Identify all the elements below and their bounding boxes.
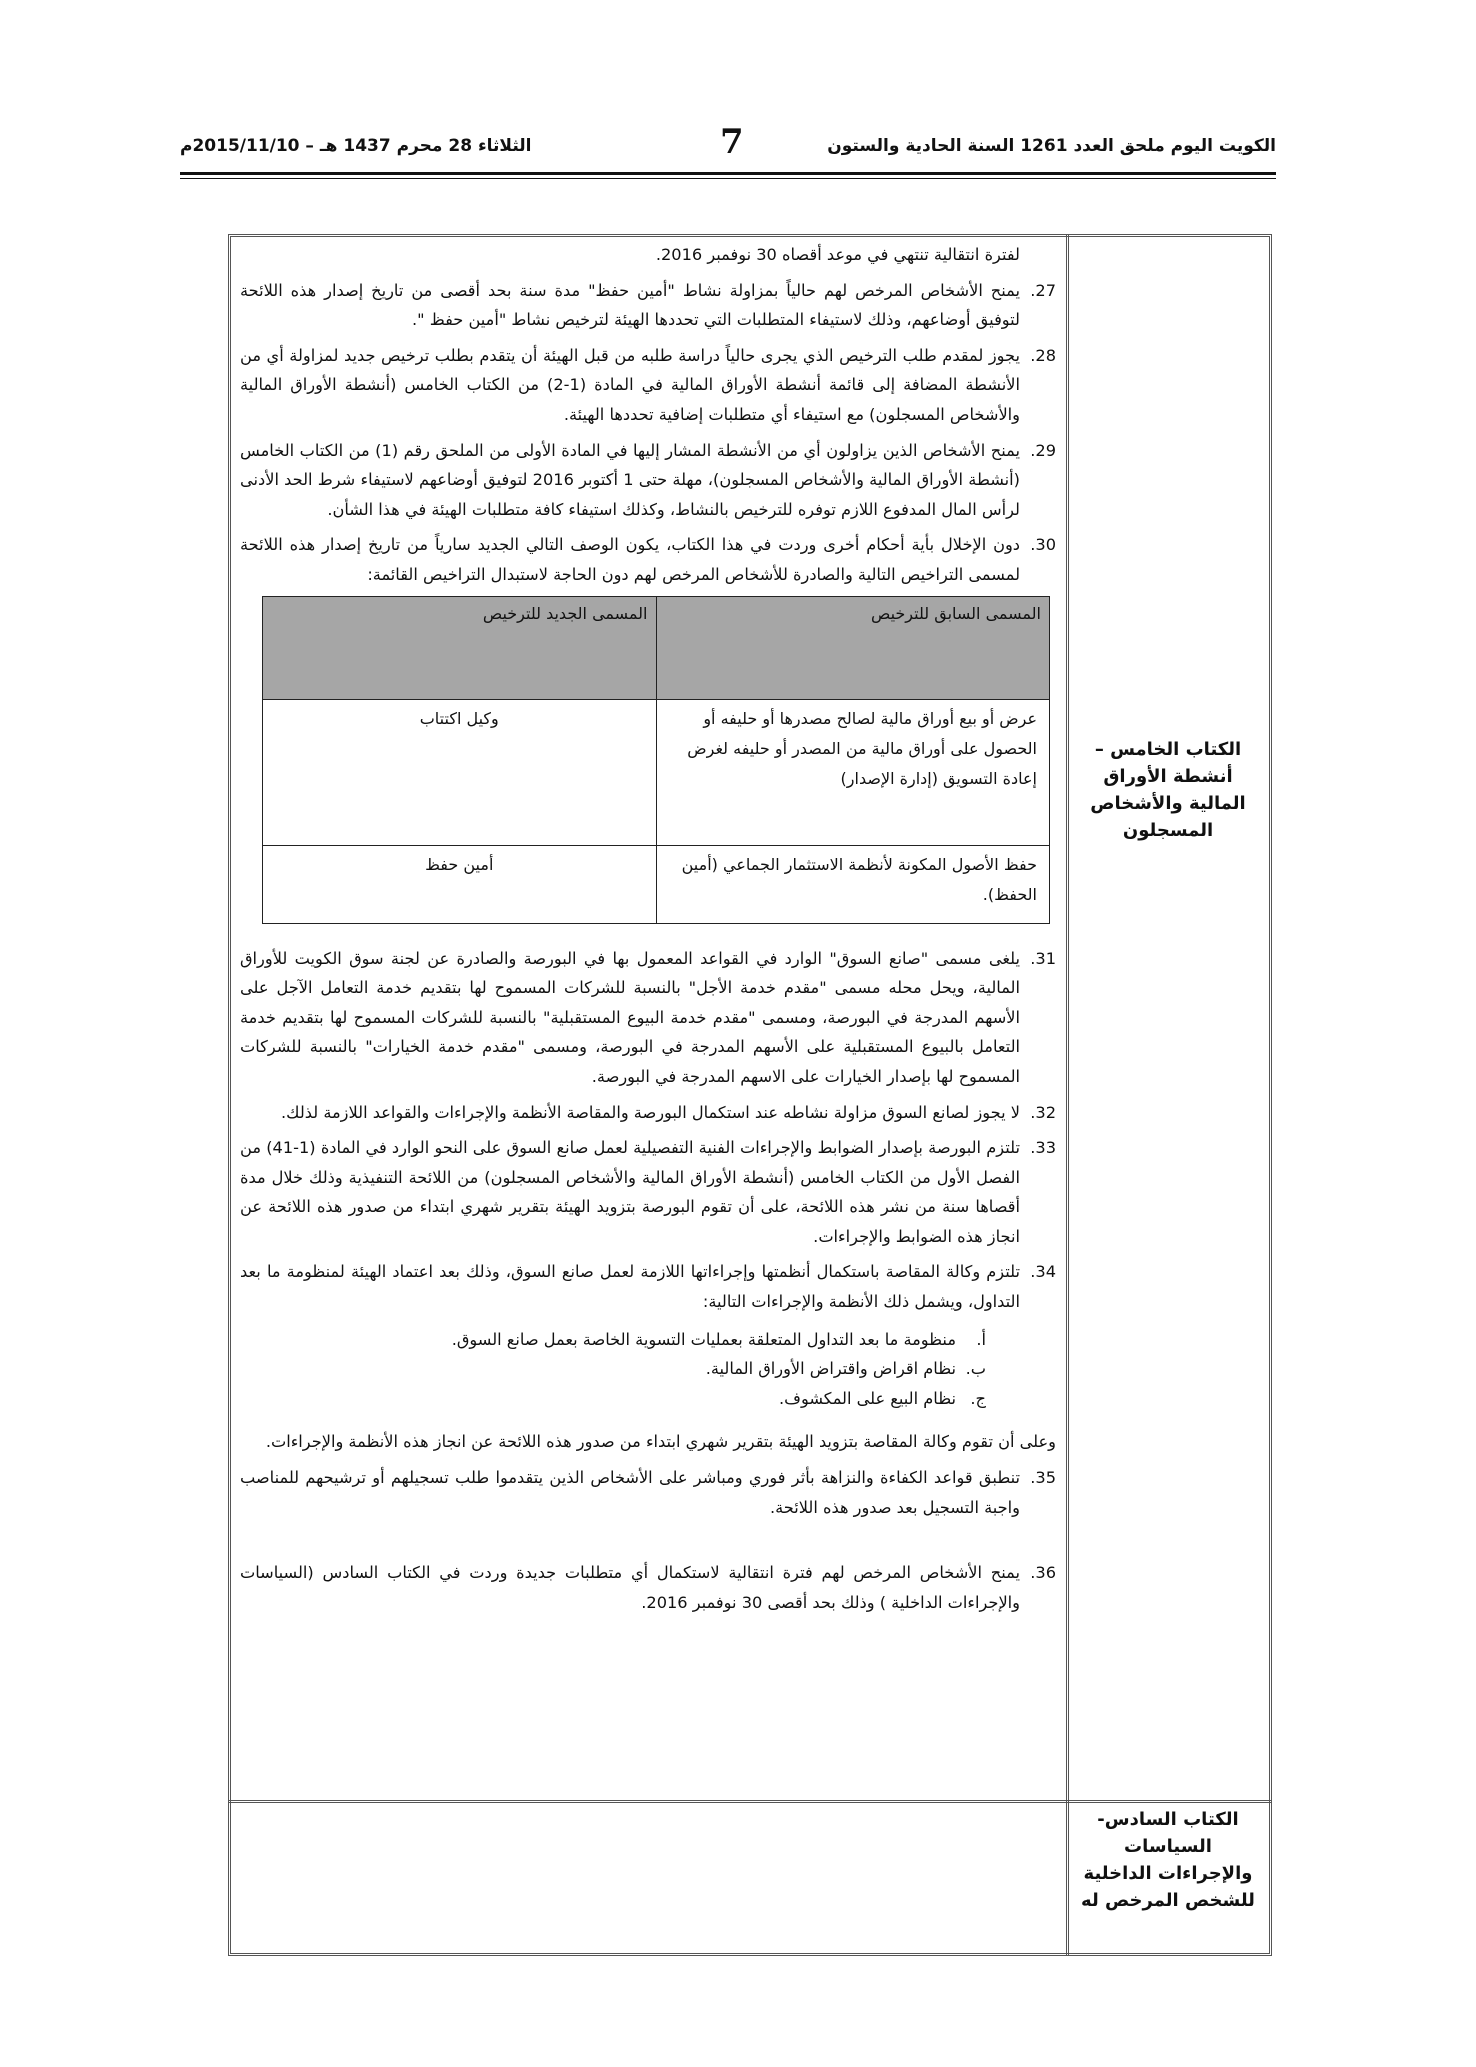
sidebar-book6-title: الكتاب السادس- السياسات والإجراءات الداخلية للشخص المرخص له [1081,1809,1255,1911]
article-text: يجوز لمقدم طلب الترخيص الذي يجرى حالياً دراسة طلبه من قبل الهيئة أن يتقدم بطلب ترخيص جديد لمزاولة أي من الأنشطة المضافة إلى قائمة أنشطة الأوراق المالية في المادة (1-2) من الكتاب الخامس (أنشطة الأوراق المالية والأشخاص المسجلون) مع استيفاء أي متطلبات إضافية تحددها الهيئة. [240,345,1020,424]
article-32 [240,1098,1056,1128]
article-text: لا يجوز لصانع السوق مزاولة نشاطه عند استكمال البورصة والمقاصة الأنظمة والإجراءات والقواعد اللازمة لذلك. [281,1102,1020,1122]
article-27 [240,276,1056,335]
header-old-name: المسمى السابق للترخيص [656,596,1050,699]
article-number: 27. [1030,280,1056,300]
list-item [240,1354,986,1384]
article-text: يمنح الأشخاص المرخص لهم حالياً بمزاولة نشاط "أمين حفظ" مدة سنة بحد أقصى من تاريخ إصدار هذه اللائحة لتوفيق أوضاعهم، وذلك لاستيفاء المتطلبات التي تحددها الهيئة لترخيص نشاط "أمين حفظ ". [240,280,1020,330]
table-row [263,699,1050,845]
article-text: يمنح الأشخاص المرخص لهم فترة انتقالية لاستكمال أي متطلبات جديدة وردت في الكتاب السادس (السياسات والإجراءات الداخلية ) وذلك بحد أقصى 30 نوفمبر 2016. [240,1563,1020,1612]
header-rule-thin [180,178,1276,179]
list-text: نظام البيع على المكشوف. [779,1388,956,1408]
article-34-list [240,1325,1056,1414]
article-number: 33. [1030,1138,1056,1158]
header-rule [180,172,1276,175]
intro-paragraph [240,240,1056,270]
column-divider [1066,234,1069,1956]
article-number: 30. [1030,535,1056,555]
article-text: دون الإخلال بأية أحكام أخرى وردت في هذا الكتاب، يكون الوصف التالي الجديد سارياً من تاريخ إصدار هذه اللائحة لمسمى التراخيص التالية والصادرة للأشخاص المرخص لهم دون الحاجة لاستبدال التراخيص القائمة: [240,535,1020,584]
article-number: 34. [1030,1262,1056,1282]
license-names-table [262,596,1050,924]
list-item [240,1384,986,1414]
article-35 [240,1463,1056,1522]
gazette-title: الكويت اليوم ملحق العدد 1261 السنة الحادية والستون [827,136,1276,156]
list-letter: ب. [965,1359,986,1379]
article-34 [240,1257,1056,1316]
article-number: 36. [1030,1563,1056,1583]
list-letter: أ. [976,1329,986,1349]
article-number: 29. [1030,440,1056,460]
page-number: 7 [720,122,744,162]
article-text: تلتزم البورصة بإصدار الضوابط والإجراءات الفنية التفصيلية لعمل صانع السوق على النحو الوارد في المادة (1-41) من الفصل الأول من الكتاب الخامس (أنشطة الأوراق المالية والأشخاص المسجلون) من اللائحة التنفيذية وذلك خلال مدة أقصاها سنة من نشر هذه اللائحة، على أن تقوم البورصة بتزويد الهيئة بتقرير شهري ابتداء من صدور هذه اللائحة عن انجاز هذه الضوابط والإجراءات. [240,1138,1020,1246]
article-30 [240,530,1056,589]
cell-old-name: حفظ الأصول المكونة لأنظمة الاستثمار الجماعي (أمين الحفظ). [656,845,1050,923]
header-new-name: المسمى الجديد للترخيص [263,596,657,699]
page-header [180,122,1276,162]
article-34-followup: وعلى أن تقوم وكالة المقاصة بتزويد الهيئة بتقرير شهري ابتداء من صدور هذه اللائحة عن انجاز هذه الأنظمة والإجراءات. [265,1432,1056,1452]
list-text: منظومة ما بعد التداول المتعلقة بعمليات التسوية الخاصة بعمل صانع السوق. [451,1329,956,1349]
main-content [240,240,1056,1623]
article-28 [240,341,1056,430]
intro-text: لفترة انتقالية تنتهي في موعد أقصاه 30 نوفمبر 2016. [655,245,1020,264]
article-text: تلتزم وكالة المقاصة باستكمال أنظمتها وإجراءاتها اللازمة لعمل صانع السوق، وذلك بعد اعتماد الهيئة لمنظومة ما بعد التداول، ويشمل ذلك الأنظمة والإجراءات التالية: [240,1262,1020,1312]
cell-old-name: عرض أو بيع أوراق مالية لصالح مصدرها أو حليفه أو الحصول على أوراق مالية من المصدر أو حليفه لغرض إعادة التسويق (إدارة الإصدار) [656,699,1050,845]
article-33 [240,1133,1056,1251]
table-header-row [263,596,1050,699]
list-item [240,1325,986,1355]
section-divider [228,1800,1272,1803]
article-number: 31. [1030,948,1056,968]
list-text: نظام اقراض واقتراض الأوراق المالية. [705,1359,956,1379]
table-row [263,845,1050,923]
article-31 [240,944,1056,1092]
article-number: 35. [1030,1468,1056,1488]
issue-date: الثلاثاء 28 محرم 1437 هـ – 2015/11/10م [180,136,532,156]
cell-new-name: أمين حفظ [263,845,657,923]
list-letter: ج. [970,1388,986,1408]
article-number: 32. [1030,1102,1056,1122]
article-29 [240,436,1056,525]
sidebar-book5-title: الكتاب الخامس – أنشطة الأوراق المالية والأشخاص المسجلون [1090,739,1246,841]
article-text: يلغى مسمى "صانع السوق" الوارد في القواعد المعمول بها في البورصة والصادرة عن لجنة سوق الكويت للأوراق المالية، ويحل محله مسمى "مقدم خدمة الأجل" بالنسبة للشركات المسموح لها بتقديم خدمة التعامل الآجل على الأسهم المدرجة في البورصة، ومسمى "مقدم خدمة البيوع المستقبلية" بالنسبة للشركات المسموح لها بتقديم خدمة التعامل بالبيوع المستقبلية على الأسهم المدرجة في البورصة، ومسمى "مقدم خدمة الخيارات" بالنسبة للشركات المسموح لها بإصدار الخيارات على الاسهم المدرجة في البورصة. [240,948,1020,1086]
article-text: تنطبق قواعد الكفاءة والنزاهة بأثر فوري ومباشر على الأشخاص الذين يتقدموا طلب تسجيلهم أو ترشيحهم للمناصب واجبة التسجيل بعد صدور هذه اللائحة. [240,1468,1020,1517]
article-36 [240,1558,1056,1617]
article-text: يمنح الأشخاص الذين يزاولون أي من الأنشطة المشار إليها في المادة الأولى من الملحق رقم (1) من الكتاب الخامس (أنشطة الأوراق المالية والأشخاص المسجلون)، مهلة حتى 1 أكتوبر 2016 لتوفيق أوضاعهم لاستيفاء شرط الحد الأدنى لرأس المال المدفوع اللازم توفره للترخيص بالنشاط، وكذلك استيفاء كافة متطلبات الهيئة في هذا الشأن. [240,440,1020,519]
article-number: 28. [1030,345,1056,365]
cell-new-name: وكيل اكتتاب [263,699,657,845]
